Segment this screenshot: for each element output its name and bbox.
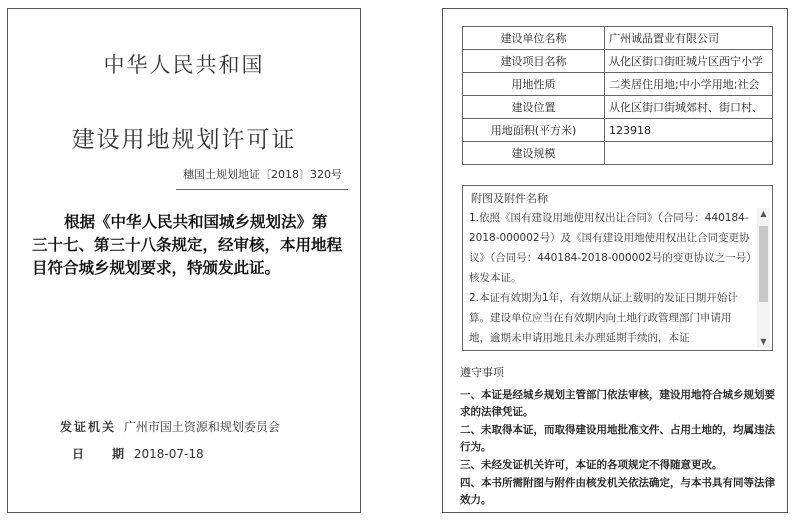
- rule-item: 四、本书所需附图与附件由核发机关依法确定，与本书具有同等法律效力。: [460, 477, 775, 506]
- rules-title: 遵守事项: [460, 366, 504, 379]
- row-label: 建设规模: [463, 142, 605, 165]
- date-line: [72, 445, 204, 462]
- rule-item: 二、未取得本证，而取得建设用地批准文件、占用土地的，均属违法行为。: [460, 424, 775, 453]
- attachments-scrollbar[interactable]: [757, 208, 770, 348]
- rule-item: 一、本证是经城乡规划主管部门依法审核，建设用地符合城乡规划要求的法律凭证。: [460, 389, 775, 418]
- attachments-text: [469, 208, 752, 348]
- table-row: [463, 50, 773, 73]
- attachments-box: [462, 185, 773, 351]
- scrollbar-thumb[interactable]: [759, 226, 768, 302]
- attachment-item: 1.依照《国有建设用地使用权出让合同》（合同号：440184-2018-000002号）及《国有建设用地使用权出让合同变更协议》（合同号：440184-2018-000002号的变更协议之一号）核发本证。: [469, 212, 752, 284]
- date-value: 2018-07-18: [133, 447, 204, 461]
- scroll-down-arrow-icon[interactable]: ▼: [760, 337, 767, 346]
- issuer-line: [60, 418, 280, 435]
- date-label-2: 期: [112, 447, 127, 461]
- row-value: [605, 142, 773, 165]
- table-row: [463, 96, 773, 119]
- table-row: [463, 142, 773, 165]
- certificate-title: 建设用地规划许可证: [71, 127, 297, 153]
- row-label: 建设位置: [463, 96, 605, 119]
- issuer-value: 广州市国土资源和规划委员会: [123, 420, 280, 434]
- row-label: 用地面积(平方米): [463, 119, 605, 142]
- row-value: 从化区街口街旺城片区西宁小学: [605, 50, 773, 73]
- attachment-item: 2.本证有效期为1年，有效期从证上载明的发证日期开始计算。建设单位应当在有效期内向土地行政管理部门申请用地，逾期未申请用地且未办理延期手续的，本证: [469, 292, 738, 344]
- issuer-label: 发证机关: [60, 420, 117, 434]
- row-value: 从化区街口街城郊村、街口村、: [605, 96, 773, 119]
- scroll-up-arrow-icon[interactable]: ▲: [760, 209, 767, 218]
- certificate-body-text: 根据《中华人民共和国城乡规划法》第三十七、第三十八条规定，经审核，本用地程目符合城乡规划要求，特颁发此证。: [32, 213, 343, 277]
- table-row: [463, 119, 773, 142]
- certificate-number-underline: [176, 189, 348, 190]
- info-table: [462, 26, 773, 165]
- row-label: 用地性质: [463, 73, 605, 96]
- row-value: 二类居住用地;中小学用地;社会: [605, 73, 773, 96]
- attachments-title: 附图及附件名称: [471, 192, 548, 205]
- rules-list: [460, 387, 780, 510]
- certificate-back: [442, 8, 788, 513]
- table-row: [463, 27, 773, 50]
- row-label: 建设单位名称: [463, 27, 605, 50]
- country-name: 中华人民共和国: [103, 53, 265, 77]
- attachments-scroll-area[interactable]: [469, 208, 752, 348]
- rule-item: 三、未经发证机关许可，本证的各项规定不得随意更改。: [460, 459, 723, 471]
- table-row: [463, 73, 773, 96]
- date-label-1: 日: [72, 447, 87, 461]
- row-value: 123918: [605, 119, 773, 142]
- row-value: 广州诚品置业有限公司: [605, 27, 773, 50]
- certificate-front: [7, 8, 361, 513]
- certificate-number: 穗国土规划地证〔2018〕320号: [183, 168, 342, 181]
- row-label: 建设项目名称: [463, 50, 605, 73]
